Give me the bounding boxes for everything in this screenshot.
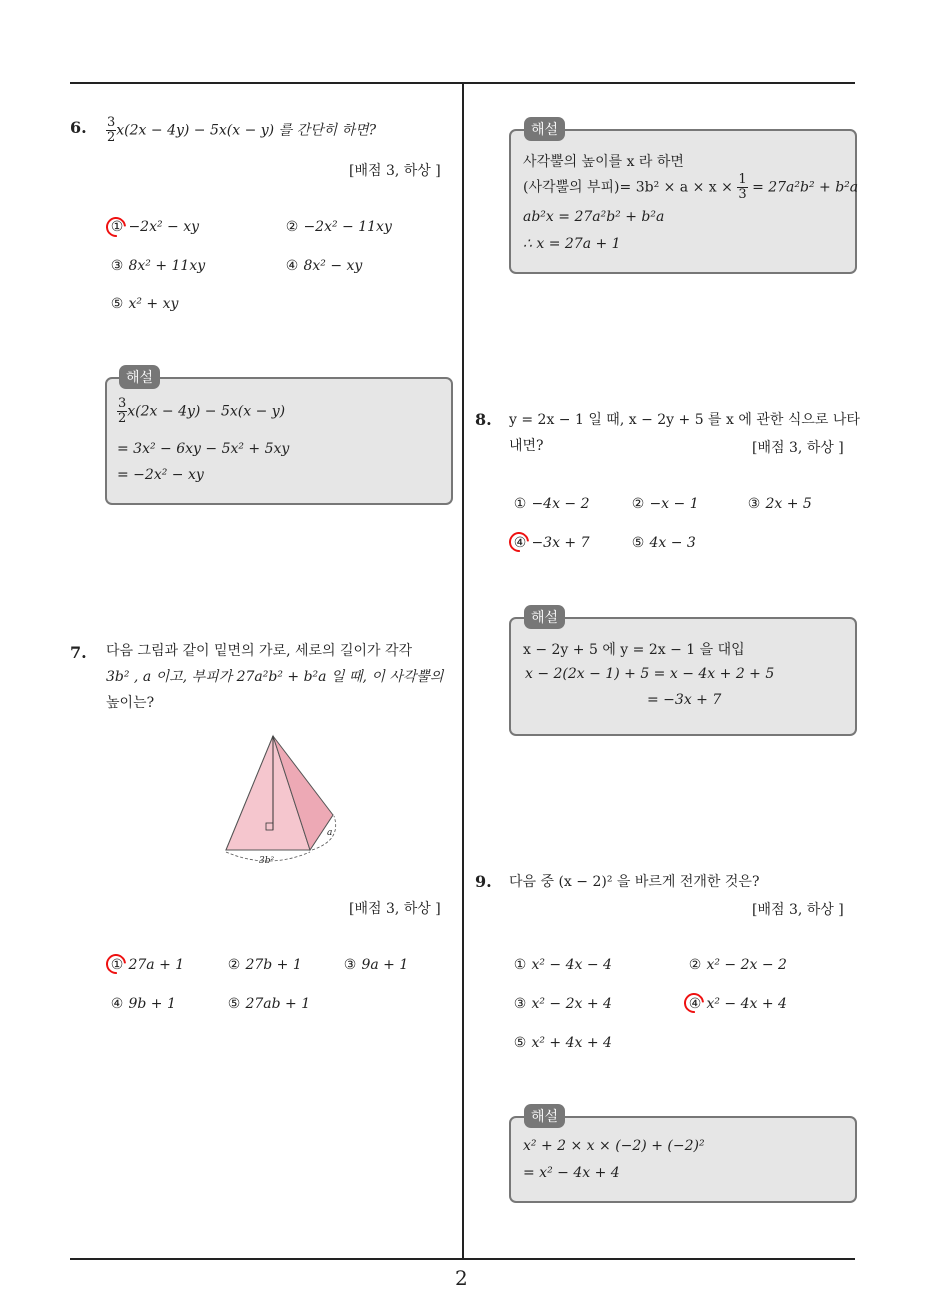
q6-option-4-text: 8x² − xy xyxy=(303,258,363,274)
q9-option-1-text: x² − 4x − 4 xyxy=(531,957,612,973)
q9-option-2[interactable] xyxy=(688,957,787,973)
q9-option-5-text: x² + 4x + 4 xyxy=(531,1035,612,1051)
q6-option-5-num: ⑤ xyxy=(110,296,124,312)
q7-option-1-num: ① xyxy=(110,957,124,973)
q7-option-4-text: 9b + 1 xyxy=(128,996,176,1012)
q6-sol-line1 xyxy=(117,397,285,426)
q9-option-4-text: x² − 4x + 4 xyxy=(706,996,787,1012)
q8-option-3-num: ③ xyxy=(747,496,761,512)
q9-option-2-text: x² − 2x − 2 xyxy=(706,957,787,973)
q6-option-5[interactable] xyxy=(110,296,178,312)
q7-option-3-num: ③ xyxy=(343,957,357,973)
q7-sol-line2a: (사각뿔의 부피)= 3b² × a × x × xyxy=(523,179,733,196)
q7-option-5-num: ⑤ xyxy=(227,996,241,1012)
q9-score: [배점 3, 하상 ] xyxy=(752,902,844,918)
q9-option-5[interactable] xyxy=(513,1035,612,1051)
q8-number: 8. xyxy=(475,410,492,429)
q6-option-2[interactable] xyxy=(285,219,392,235)
q7-line1: 다음 그림과 같이 밑면의 가로, 세로의 길이가 각각 xyxy=(106,643,413,659)
q8-solution-tag: 해설 xyxy=(524,605,565,629)
q7-sol-line4: ∴ x = 27a + 1 xyxy=(523,236,621,252)
q6-solution-tag: 해설 xyxy=(119,365,160,389)
q8-option-1[interactable] xyxy=(513,496,590,512)
q8-option-1-text: −4x − 2 xyxy=(531,496,590,512)
q9-sol-line1: x² + 2 × x × (−2) + (−2)² xyxy=(523,1138,705,1154)
q6-frac-den: 2 xyxy=(107,130,116,145)
q8-sol-line3: = −3x + 7 xyxy=(647,692,722,708)
q7-option-4-num: ④ xyxy=(110,996,124,1012)
q7-line2: 3b² , a 이고, 부피가 27a²b² + b²a 일 때, 이 사각뿔의 xyxy=(106,669,444,685)
pyramid-figure xyxy=(218,730,343,870)
q8-option-3[interactable] xyxy=(747,496,812,512)
q7-option-3-text: 9a + 1 xyxy=(361,957,409,973)
q7-option-2-num: ② xyxy=(227,957,241,973)
q7-number: 7. xyxy=(70,643,87,662)
q8-option-4[interactable] xyxy=(513,535,590,551)
q7-option-3[interactable] xyxy=(343,957,408,973)
q6-sol-line2: = 3x² − 6xy − 5x² + 5xy xyxy=(117,441,290,457)
q7-score: [배점 3, 하상 ] xyxy=(349,901,441,917)
q6-option-2-num: ② xyxy=(285,219,299,235)
q6-frac-num: 3 xyxy=(107,115,116,130)
page-number: 2 xyxy=(455,1266,468,1290)
q9-option-2-num: ② xyxy=(688,957,702,973)
q8-option-2-text: −x − 1 xyxy=(649,496,699,512)
q9-option-3-text: x² − 2x + 4 xyxy=(531,996,612,1012)
q6-option-3-text: 8x² + 11xy xyxy=(128,258,206,274)
q9-option-1[interactable] xyxy=(513,957,612,973)
q6-expr: x(2x − 4y) − 5x(x − y) 를 간단히 하면? xyxy=(116,122,377,139)
column-divider xyxy=(462,83,464,1259)
q7-solution-tag: 해설 xyxy=(524,117,565,141)
q8-sol-line1: x − 2y + 5 에 y = 2x − 1 을 대입 xyxy=(523,642,745,658)
q8-option-5-text: 4x − 3 xyxy=(649,535,696,551)
q7-option-5[interactable] xyxy=(227,996,310,1012)
q9-sol-line2: = x² − 4x + 4 xyxy=(523,1165,620,1181)
q8-option-5-num: ⑤ xyxy=(631,535,645,551)
q8-option-2-num: ② xyxy=(631,496,645,512)
q8-option-1-num: ① xyxy=(513,496,527,512)
q7-sol-frac-den: 3 xyxy=(738,187,747,202)
q8-line1: y = 2x − 1 일 때, x − 2y + 5 를 x 에 관한 식으로 나타 xyxy=(509,412,860,428)
q9-line1: 다음 중 (x − 2)² 을 바르게 전개한 것은? xyxy=(509,874,760,890)
q8-sol-line2: x − 2(2x − 1) + 5 = x − 4x + 2 + 5 xyxy=(525,666,775,682)
q8-line2: 내면? xyxy=(509,438,544,454)
q6-option-4[interactable] xyxy=(285,258,362,274)
q6-solution-box xyxy=(105,377,453,505)
q7-sol-frac-num: 1 xyxy=(738,172,747,187)
q6-question xyxy=(106,116,376,145)
q6-option-1-num: ① xyxy=(110,219,124,235)
q9-number: 9. xyxy=(475,872,492,891)
q6-option-1-text: −2x² − xy xyxy=(128,219,200,235)
q6-sol-line1-text: x(2x − 4y) − 5x(x − y) xyxy=(127,403,286,420)
q6-option-3-num: ③ xyxy=(110,258,124,274)
q9-option-3-num: ③ xyxy=(513,996,527,1012)
q6-option-1[interactable] xyxy=(110,219,199,235)
q7-option-5-text: 27ab + 1 xyxy=(245,996,311,1012)
q6-option-2-text: −2x² − 11xy xyxy=(303,219,392,235)
q6-sol-line3: = −2x² − xy xyxy=(117,467,204,483)
q7-line3: 높이는? xyxy=(106,695,155,711)
q6-sol-frac-den: 2 xyxy=(118,411,127,426)
q7-sol-line2b: = 27a²b² + b²a xyxy=(752,179,859,196)
q7-option-1[interactable] xyxy=(110,957,184,973)
q7-option-2-text: 27b + 1 xyxy=(245,957,302,973)
q8-score: [배점 3, 하상 ] xyxy=(752,440,844,456)
q6-option-5-text: x² + xy xyxy=(128,296,179,312)
q7-sol-line3: ab²x = 27a²b² + b²a xyxy=(523,209,665,225)
q8-solution-box xyxy=(509,617,857,736)
q9-option-4[interactable] xyxy=(688,996,787,1012)
q6-sol-frac-num: 3 xyxy=(118,396,127,411)
q7-option-4[interactable] xyxy=(110,996,176,1012)
q7-option-2[interactable] xyxy=(227,957,302,973)
q8-option-4-text: −3x + 7 xyxy=(531,535,590,551)
q7-sol-line1: 사각뿔의 높이를 x 라 하면 xyxy=(523,154,684,170)
q7-option-1-text: 27a + 1 xyxy=(128,957,185,973)
q6-option-3[interactable] xyxy=(110,258,205,274)
q8-option-4-num: ④ xyxy=(513,535,527,551)
q8-option-2[interactable] xyxy=(631,496,699,512)
q7-sol-line2 xyxy=(523,173,858,202)
q9-solution-box xyxy=(509,1116,857,1203)
q9-option-1-num: ① xyxy=(513,957,527,973)
q6-score: [배점 3, 하상 ] xyxy=(349,163,441,179)
fig-label-b: 3b² xyxy=(259,856,275,866)
q9-solution-tag: 해설 xyxy=(524,1104,565,1128)
q9-option-4-num: ④ xyxy=(688,996,702,1012)
bottom-rule xyxy=(70,1258,855,1260)
q7-solution-box xyxy=(509,129,857,274)
q6-option-4-num: ④ xyxy=(285,258,299,274)
q8-option-5[interactable] xyxy=(631,535,696,551)
q8-option-3-text: 2x + 5 xyxy=(765,496,812,512)
q9-option-5-num: ⑤ xyxy=(513,1035,527,1051)
q6-number: 6. xyxy=(70,118,87,137)
q9-option-3[interactable] xyxy=(513,996,612,1012)
fig-label-a: a xyxy=(327,828,333,838)
